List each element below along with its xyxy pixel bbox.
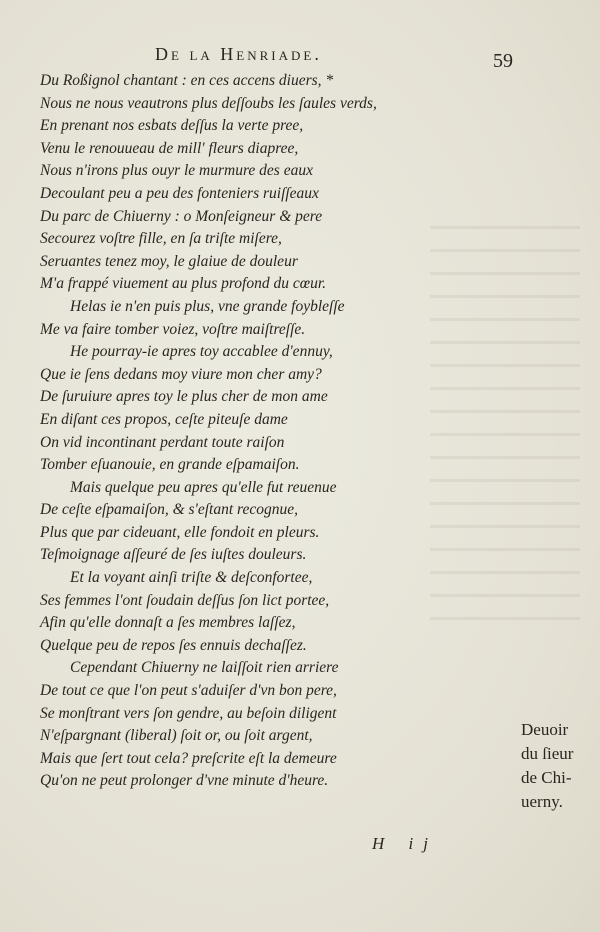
verse-line: Nous ne nous veautrons plus deſſoubs les ſaules verds,: [40, 94, 377, 112]
verse-line: De tout ce que l'on peut s'aduiſer d'vn bon pere,: [40, 682, 337, 700]
verse-line: Mais que ſert tout cela? preſcrite eſt la demeure: [40, 749, 337, 767]
verse-line: Du parc de Chiuerny : o Monſeigneur & pere: [40, 207, 323, 225]
verse-line: Que ie ſens dedans moy viure mon cher amy?: [40, 365, 322, 383]
verse-line: Du Roßignol chantant : en ces accens diuers, *: [40, 72, 334, 89]
verse-line: He pourray-ie apres toy accablee d'ennuy,: [70, 343, 333, 361]
verse-line: Qu'on ne peut prolonger d'vne minute d'heure.: [40, 772, 329, 790]
verse-line: Venu le renouueau de mill' fleurs diapree,: [40, 139, 299, 157]
verse-line: Me va faire tomber voiez, voſtre maiſtreſſe.: [40, 320, 306, 338]
margin-note-line: Deuoir: [521, 720, 569, 739]
verse-line: Et la voyant ainſi triſte & deſconfortee,: [70, 569, 313, 587]
verse-line: Cependant Chiuerny ne laiſſoit rien arriere: [70, 659, 339, 677]
page-number: 59: [493, 50, 513, 72]
verse-line: Ses femmes l'ont ſoudain deſſus ſon lict portee,: [40, 591, 330, 609]
verse-block: [40, 70, 480, 793]
verse-line: N'eſpargnant (liberal) ſoit or, ou ſoit argent,: [40, 727, 313, 745]
running-title: De la Henriade.: [155, 44, 322, 64]
margin-note-line: uerny.: [521, 792, 563, 811]
verse-line: Secourez voſtre fille, en ſa triſte miſere,: [40, 230, 282, 248]
verse-line: De ceſte eſpamaiſon, & s'eſtant recognue,: [40, 501, 298, 519]
verse-line: Decoulant peu a peu des fonteniers ruiſſeaux: [40, 184, 319, 202]
verse-line: Afin qu'elle donnaſt a ſes membres laſſez,: [40, 614, 296, 632]
verse-line: Teſmoignage aſſeuré de ſes iuſtes douleurs.: [40, 546, 307, 564]
verse-line: Se monſtrant vers ſon gendre, au beſoin diligent: [40, 704, 337, 722]
margin-note: [521, 718, 596, 814]
signature-mark: H ij: [372, 834, 438, 853]
margin-note-line: de Chi-: [521, 768, 572, 787]
verse-line: En diſant ces propos, ceſte piteuſe dame: [40, 410, 288, 428]
verse-line: Nous n'irons plus ouyr le murmure des eaux: [40, 162, 313, 180]
verse-line: En prenant nos esbats deſſus la verte pree,: [40, 117, 304, 135]
verse-line: Tomber eſuanouie, en grande eſpamaiſon.: [40, 456, 300, 474]
verse-line: Seruantes tenez moy, le glaiue de douleur: [40, 252, 298, 270]
margin-note-line: du ſieur: [521, 744, 574, 763]
verse-line: Mais quelque peu apres qu'elle fut reuenue: [70, 478, 337, 496]
verse-line: De ſuruiure apres toy le plus cher de mon ame: [40, 388, 328, 406]
verse-line: Quelque peu de repos ſes ennuis dechaſſez.: [40, 636, 307, 654]
verse-line: On vid incontinant perdant toute raiſon: [40, 433, 285, 451]
verse-line: M'a frappé viuement au plus profond du cœur.: [40, 275, 327, 293]
verse-line: Helas ie n'en puis plus, vne grande foybleſſe: [70, 297, 345, 315]
verse-line: Plus que par cideuant, elle fondoit en pleurs.: [40, 523, 320, 541]
